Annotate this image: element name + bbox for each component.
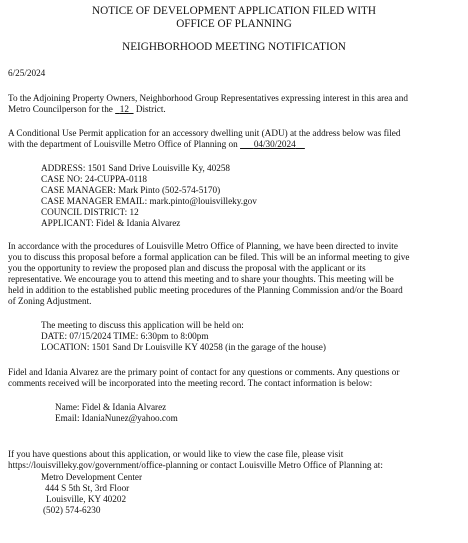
contact-email: Email: IdaniaNunez@yahoo.com [55, 413, 178, 423]
procedures-line-1: In accordance with the procedures of Louisville Metro Office of Planning, we have been directed to invite [8, 241, 398, 251]
filed-date [240, 139, 305, 149]
contact-line-1: Fidel and Idania Alvarez are the primary point of contact for any questions or comments. Any questions or [8, 367, 400, 377]
case-number: CASE NO: 24-CUPPA-0118 [41, 174, 148, 184]
office-phone: (502) 574-6230 [43, 505, 101, 515]
questions-line-2: https://louisvilleky.gov/government/office-planning or contact Louisville Metro Office of Planning at: [8, 460, 383, 470]
cup-line-2-prefix: with the department of Louisville Metro Office of Planning on [8, 139, 238, 149]
questions-line-1: If you have questions about this application, or would like to view the case file, please visit [8, 449, 344, 459]
notice-title-line-2: OFFICE OF PLANNING [176, 18, 292, 30]
case-manager-email: CASE MANAGER EMAIL: mark.pinto@louisvilleky.gov [41, 196, 257, 206]
cup-line-2 [8, 139, 305, 150]
meeting-intro: The meeting to discuss this application will be held on: [41, 320, 244, 330]
intro-line-2-suffix: District. [135, 104, 166, 114]
council-district-number [115, 104, 133, 114]
procedures-line-5: held in addition to the established public meeting procedures of the Planning Commission and/or the Board [8, 285, 403, 295]
case-address: ADDRESS: 1501 Sand Drive Louisville Ky, 40258 [41, 163, 231, 173]
procedures-line-2: you to discuss this proposal before a formal application can be filed. This will be an informal meeting to give [8, 252, 410, 262]
council-district-value: 12 [119, 104, 129, 114]
intro-line-2-prefix: Metro Councilperson for the [8, 104, 113, 114]
intro-line-1: To the Adjoining Property Owners, Neighborhood Group Representatives expressing interest in this area and [8, 93, 408, 103]
notice-title-line-1: NOTICE OF DEVELOPMENT APPLICATION FILED WITH [92, 5, 376, 17]
meeting-location: LOCATION: 1501 Sand Dr Louisville KY 40258 (in the garage of the house) [41, 342, 326, 352]
procedures-line-6: of Zoning Adjustment. [8, 296, 92, 306]
procedures-line-4: representative. We encourage you to attend this meeting and to share your thoughts. This meeting will be [8, 274, 394, 284]
contact-name: Name: Fidel & Idania Alvarez [55, 402, 167, 412]
office-name: Metro Development Center [41, 472, 143, 482]
notice-date: 6/25/2024 [8, 68, 46, 78]
council-district: COUNCIL DISTRICT: 12 [41, 207, 139, 217]
intro-line-2 [8, 104, 166, 115]
filed-date-value: 04/30/2024 [253, 139, 296, 149]
cup-line-1: A Conditional Use Permit application for an accessory dwelling unit (ADU) at the address below was filed [8, 128, 401, 138]
applicant: APPLICANT: Fidel & Idania Alvarez [41, 218, 181, 228]
office-city: Louisville, KY 40202 [46, 494, 127, 504]
case-manager: CASE MANAGER: Mark Pinto (502-574-5170) [41, 185, 221, 195]
meeting-date-time: DATE: 07/15/2024 TIME: 6:30pm to 8:00pm [41, 331, 209, 341]
procedures-line-3: you the opportunity to review the proposed plan and discuss the proposal with the applicant or its [8, 263, 366, 273]
contact-line-2: comments received will be incorporated into the meeting record. The contact information is below: [8, 378, 373, 388]
office-street: 444 S 5th St, 3rd Floor [45, 483, 130, 493]
notice-subtitle: NEIGHBORHOOD MEETING NOTIFICATION [122, 41, 346, 53]
